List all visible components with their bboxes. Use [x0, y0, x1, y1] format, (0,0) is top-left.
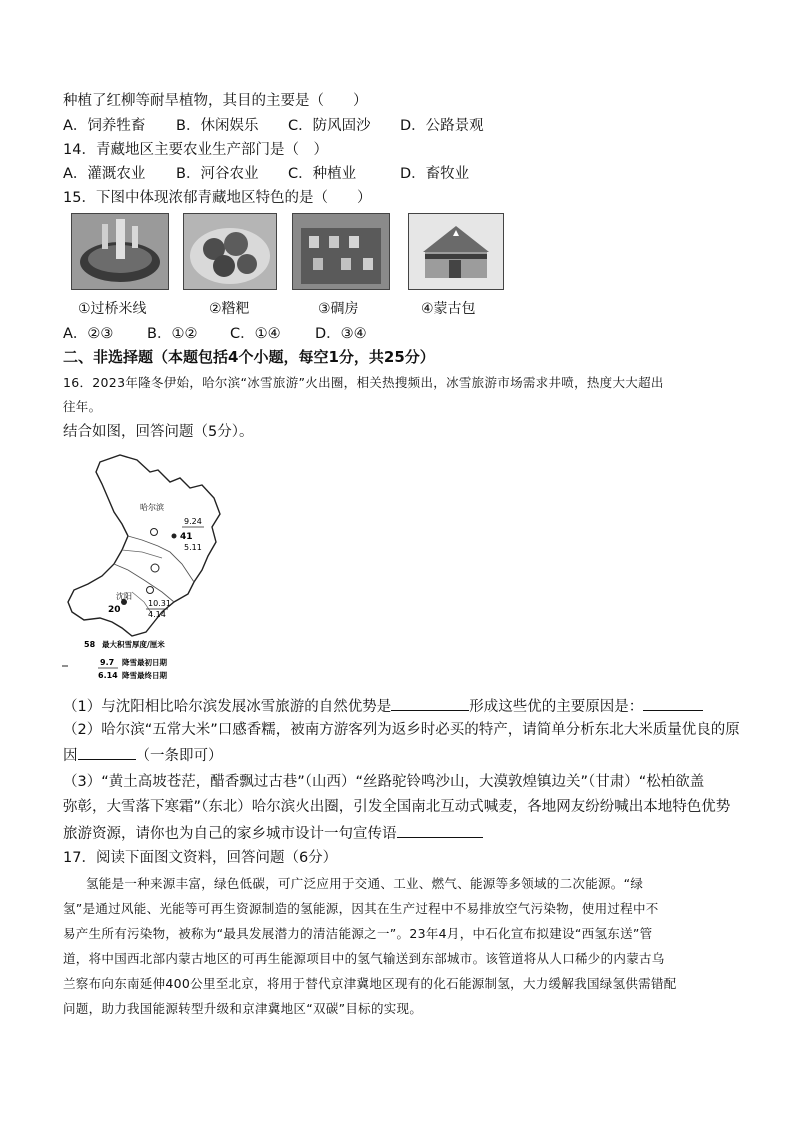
- photo-yurt: [408, 213, 504, 290]
- q16-sub2-line1: （2）哈尔滨“五常大米”口感香糯，被南方游客列为返乡时必买的特产，请简单分析东北大米质量优良的原: [63, 722, 740, 738]
- q13-option-c: C．防风固沙: [288, 118, 371, 134]
- map-label-shenyang: 沈阳: [116, 592, 132, 601]
- q15-stem: 15．下图中体现浓郁青藏地区特色的是（ ）: [63, 190, 372, 206]
- legend-depth-text: 最大积雪厚度/厘米: [102, 640, 165, 649]
- map-value-harbin-last: 5.11: [184, 543, 202, 552]
- q16-sub3-line3: [63, 823, 483, 844]
- q16-sub3-line3-text: 旅游资源，请你也为自己的家乡城市设计一句宣传语: [63, 826, 397, 842]
- q17-para-line5: 兰察布向东南延伸400公里至北京，将用于替代京津冀地区现有的化石能源制氢，大力缓解我国绿氢供需错配: [63, 976, 677, 991]
- map-value-shenyang-first: 10.31: [148, 599, 171, 608]
- q13-stem: 种植了红柳等耐旱植物，其目的主要是（ ）: [63, 93, 368, 109]
- q14-option-a: A．灌溉农业: [63, 166, 146, 182]
- q16-sub1-part-b: 形成这些优的主要原因是：: [469, 699, 644, 715]
- q14-option-b: B．河谷农业: [176, 166, 259, 182]
- q16-intro-line2: 往年。: [63, 399, 102, 414]
- q16-intro-line1: 16．2023年隆冬伊始，哈尔滨“冰雪旅游”火出圈，相关热搜频出，冰雪旅游市场需求井喷，热度大大超出: [63, 375, 664, 390]
- caption-1: ①过桥米线: [78, 301, 147, 317]
- map-value-harbin-first: 9.24: [184, 517, 202, 526]
- answer-blank-1[interactable]: [391, 696, 469, 711]
- q17-para-line2: 氢”是通过风能、光能等可再生资源制造的氢能源，因其在生产过程中不易排放空气污染物，使用过程中不: [63, 901, 659, 916]
- q14-option-d: D．畜牧业: [400, 166, 470, 182]
- answer-blank-2[interactable]: [643, 696, 703, 711]
- q17-para-line6: 问题，助力我国能源转型升级和京津冀地区“双碳”目标的实现。: [63, 1001, 423, 1016]
- map-label-harbin: 哈尔滨: [140, 503, 164, 512]
- q17-stem: 17．阅读下面图文资料，回答问题（6分）: [63, 850, 338, 866]
- q16-sub1: [63, 696, 703, 717]
- q15-option-c: C．①④: [230, 326, 281, 342]
- q16-sub2-line2-b: （一条即可）: [135, 748, 223, 764]
- q14-stem: 14．青藏地区主要农业生产部门是（ ）: [63, 142, 328, 158]
- q16-sub2-line2: [63, 745, 223, 766]
- map-value-harbin-depth: 41: [180, 532, 193, 542]
- q16-prompt: 结合如图，回答问题（5分）。: [63, 424, 254, 440]
- legend-first-text: 降雪最初日期: [122, 658, 167, 667]
- photo-tsampa: [183, 213, 277, 290]
- q13-option-d: D．公路景观: [400, 118, 484, 134]
- caption-2: ②糌粑: [209, 301, 250, 317]
- q17-para-line1: 氢能是一种来源丰富，绿色低碳，可广泛应用于交通、工业、燃气、能源等多领域的二次能源。“绿: [86, 876, 644, 891]
- answer-blank-4[interactable]: [397, 823, 483, 838]
- answer-blank-3[interactable]: [78, 745, 136, 760]
- q15-option-a: A．②③: [63, 326, 114, 342]
- caption-3: ③碉房: [318, 301, 359, 317]
- northeast-china-map: [62, 452, 232, 684]
- q13-option-a: A．饲养牲畜: [63, 118, 146, 134]
- q13-option-b: B．休闲娱乐: [176, 118, 259, 134]
- caption-4: ④蒙古包: [421, 301, 476, 317]
- q16-sub2-line2-a: 因: [63, 748, 78, 764]
- q16-sub3-line2: 弥彰，大雪落下寒霜”（东北）哈尔滨火出圈，引发全国南北互动式喊麦，各地网友纷纷喊出本地特色优势: [63, 799, 731, 815]
- legend-last-text: 降雪最终日期: [122, 671, 167, 680]
- map-value-shenyang-last: 4.14: [148, 610, 166, 619]
- photo-stone-house: [292, 213, 390, 290]
- q15-option-d: D．③④: [315, 326, 367, 342]
- q16-sub1-part-a: （1）与沈阳相比哈尔滨发展冰雪旅游的自然优势是: [63, 699, 392, 715]
- q14-option-c: C．种植业: [288, 166, 357, 182]
- photo-crossing-bridge-noodles: [71, 213, 169, 290]
- legend-first-value: 9.7: [100, 658, 115, 667]
- q17-para-line3: 易产生所有污染物，被称为“最具发展潜力的清洁能源之一”。23年4月，中石化宣布拟建设“西氢东送”管: [63, 926, 653, 941]
- section-heading: 二、非选择题（本题包括4个小题，每空1分，共25分）: [63, 348, 435, 366]
- map-value-shenyang-depth: 20: [108, 605, 121, 615]
- legend-last-value: 6.14: [98, 671, 118, 680]
- q15-option-b: B．①②: [147, 326, 198, 342]
- legend-depth-value: 58: [84, 640, 96, 649]
- q16-sub3-line1: （3）“黄土高坡苍茫，醋香飘过古巷”（山西）“丝路驼铃鸣沙山，大漠敦煌镇边关”（甘肃）“松柏欲盖: [63, 774, 705, 790]
- q17-para-line4: 道，将中国西北部内蒙古地区的可再生能源项目中的氢气输送到东部城市。该管道将从人口稀少的内蒙古乌: [63, 951, 665, 966]
